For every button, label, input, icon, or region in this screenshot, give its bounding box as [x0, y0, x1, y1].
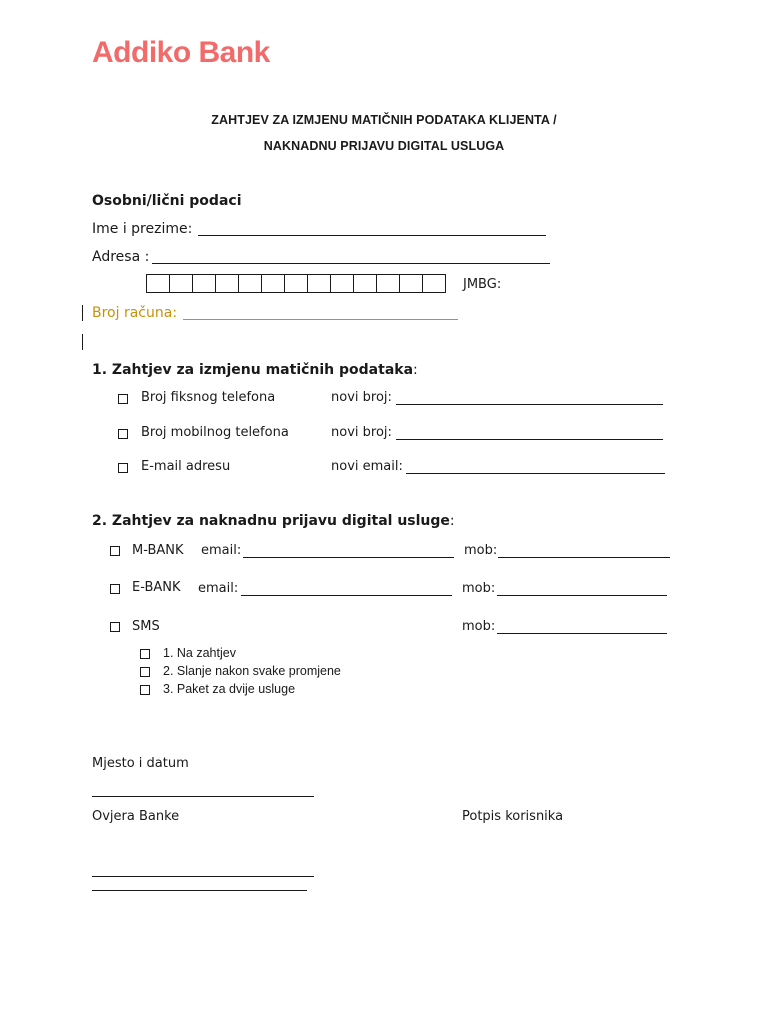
mbank-mob-label: mob: — [464, 543, 498, 558]
sms-option-label: 1. Na zahtjev — [163, 646, 236, 660]
ebank-checkbox[interactable] — [110, 584, 120, 594]
jmbg-boxes[interactable] — [146, 274, 445, 293]
place-date-field[interactable] — [92, 796, 314, 797]
jmbg-cell[interactable] — [192, 274, 216, 293]
section1-new-field[interactable] — [406, 473, 665, 474]
mbank-checkbox[interactable] — [110, 546, 120, 556]
jmbg-cell[interactable] — [261, 274, 285, 293]
ebank-email-field[interactable] — [241, 595, 452, 596]
section1-checkbox[interactable] — [118, 429, 128, 439]
section1-item-label: Broj mobilnog telefona — [141, 425, 289, 440]
name-label: Ime i prezime: — [92, 221, 193, 237]
sms-label: SMS — [132, 619, 160, 634]
section1-new-label: novi broj: — [331, 390, 392, 405]
section1-heading: 1. Zahtjev za izmjenu matičnih podataka: — [92, 362, 418, 378]
name-field[interactable] — [198, 235, 546, 236]
form-title-line1: ZAHTJEV ZA IZMJENU MATIČNIH PODATAKA KLIJENTA / — [211, 113, 557, 127]
sms-option-checkbox[interactable] — [140, 667, 150, 677]
account-field[interactable] — [183, 319, 458, 320]
signature-field[interactable] — [92, 890, 307, 891]
jmbg-cell[interactable] — [353, 274, 377, 293]
sms-option-checkbox[interactable] — [140, 685, 150, 695]
jmbg-cell[interactable] — [146, 274, 170, 293]
jmbg-cell[interactable] — [422, 274, 446, 293]
jmbg-cell[interactable] — [376, 274, 400, 293]
jmbg-cell[interactable] — [399, 274, 423, 293]
section1-item-label: E-mail adresu — [141, 459, 231, 474]
jmbg-cell[interactable] — [284, 274, 308, 293]
form-title-line2: NAKNADNU PRIJAVU DIGITAL USLUGA — [263, 139, 505, 153]
section1-new-field[interactable] — [396, 439, 663, 440]
account-label: Broj računa: — [92, 305, 178, 321]
mbank-email-field[interactable] — [243, 557, 454, 558]
jmbg-label: JMBG: — [463, 277, 502, 292]
sms-option-checkbox[interactable] — [140, 649, 150, 659]
section1-item-label: Broj fiksnog telefona — [141, 390, 276, 405]
jmbg-cell[interactable] — [169, 274, 193, 293]
bank-stamp-field[interactable] — [92, 876, 314, 877]
sms-checkbox[interactable] — [110, 622, 120, 632]
signature-label: Potpis korisnika — [462, 809, 564, 824]
address-label: Adresa : — [92, 249, 150, 265]
sms-mob-label: mob: — [462, 619, 496, 634]
bank-stamp-label: Ovjera Banke — [92, 809, 180, 824]
sms-mob-field[interactable] — [497, 633, 667, 634]
text-cursor-2 — [82, 334, 83, 350]
sms-option-label: 3. Paket za dvije usluge — [163, 682, 296, 696]
section1-new-field[interactable] — [396, 404, 663, 405]
sms-option-label: 2. Slanje nakon svake promjene — [163, 664, 341, 678]
section1-new-label: novi broj: — [331, 425, 392, 440]
jmbg-cell[interactable] — [330, 274, 354, 293]
ebank-mob-label: mob: — [462, 581, 496, 596]
address-field[interactable] — [152, 263, 550, 264]
mbank-mob-field[interactable] — [498, 557, 670, 558]
jmbg-cell[interactable] — [307, 274, 331, 293]
ebank-mob-field[interactable] — [497, 595, 667, 596]
jmbg-cell[interactable] — [238, 274, 262, 293]
section1-new-label: novi email: — [331, 459, 403, 474]
jmbg-cell[interactable] — [215, 274, 239, 293]
section1-checkbox[interactable] — [118, 394, 128, 404]
mbank-label: M-BANK — [132, 543, 184, 558]
place-date-label: Mjesto i datum — [92, 756, 189, 771]
mbank-email-label: email: — [201, 543, 242, 558]
ebank-email-label: email: — [198, 581, 239, 596]
section1-checkbox[interactable] — [118, 463, 128, 473]
text-cursor — [82, 305, 83, 321]
bank-logo: Addiko Bank — [92, 36, 270, 69]
personal-data-heading: Osobni/lični podaci — [92, 193, 242, 209]
section2-heading: 2. Zahtjev za naknadnu prijavu digital usluge: — [92, 513, 455, 529]
ebank-label: E-BANK — [132, 580, 181, 595]
